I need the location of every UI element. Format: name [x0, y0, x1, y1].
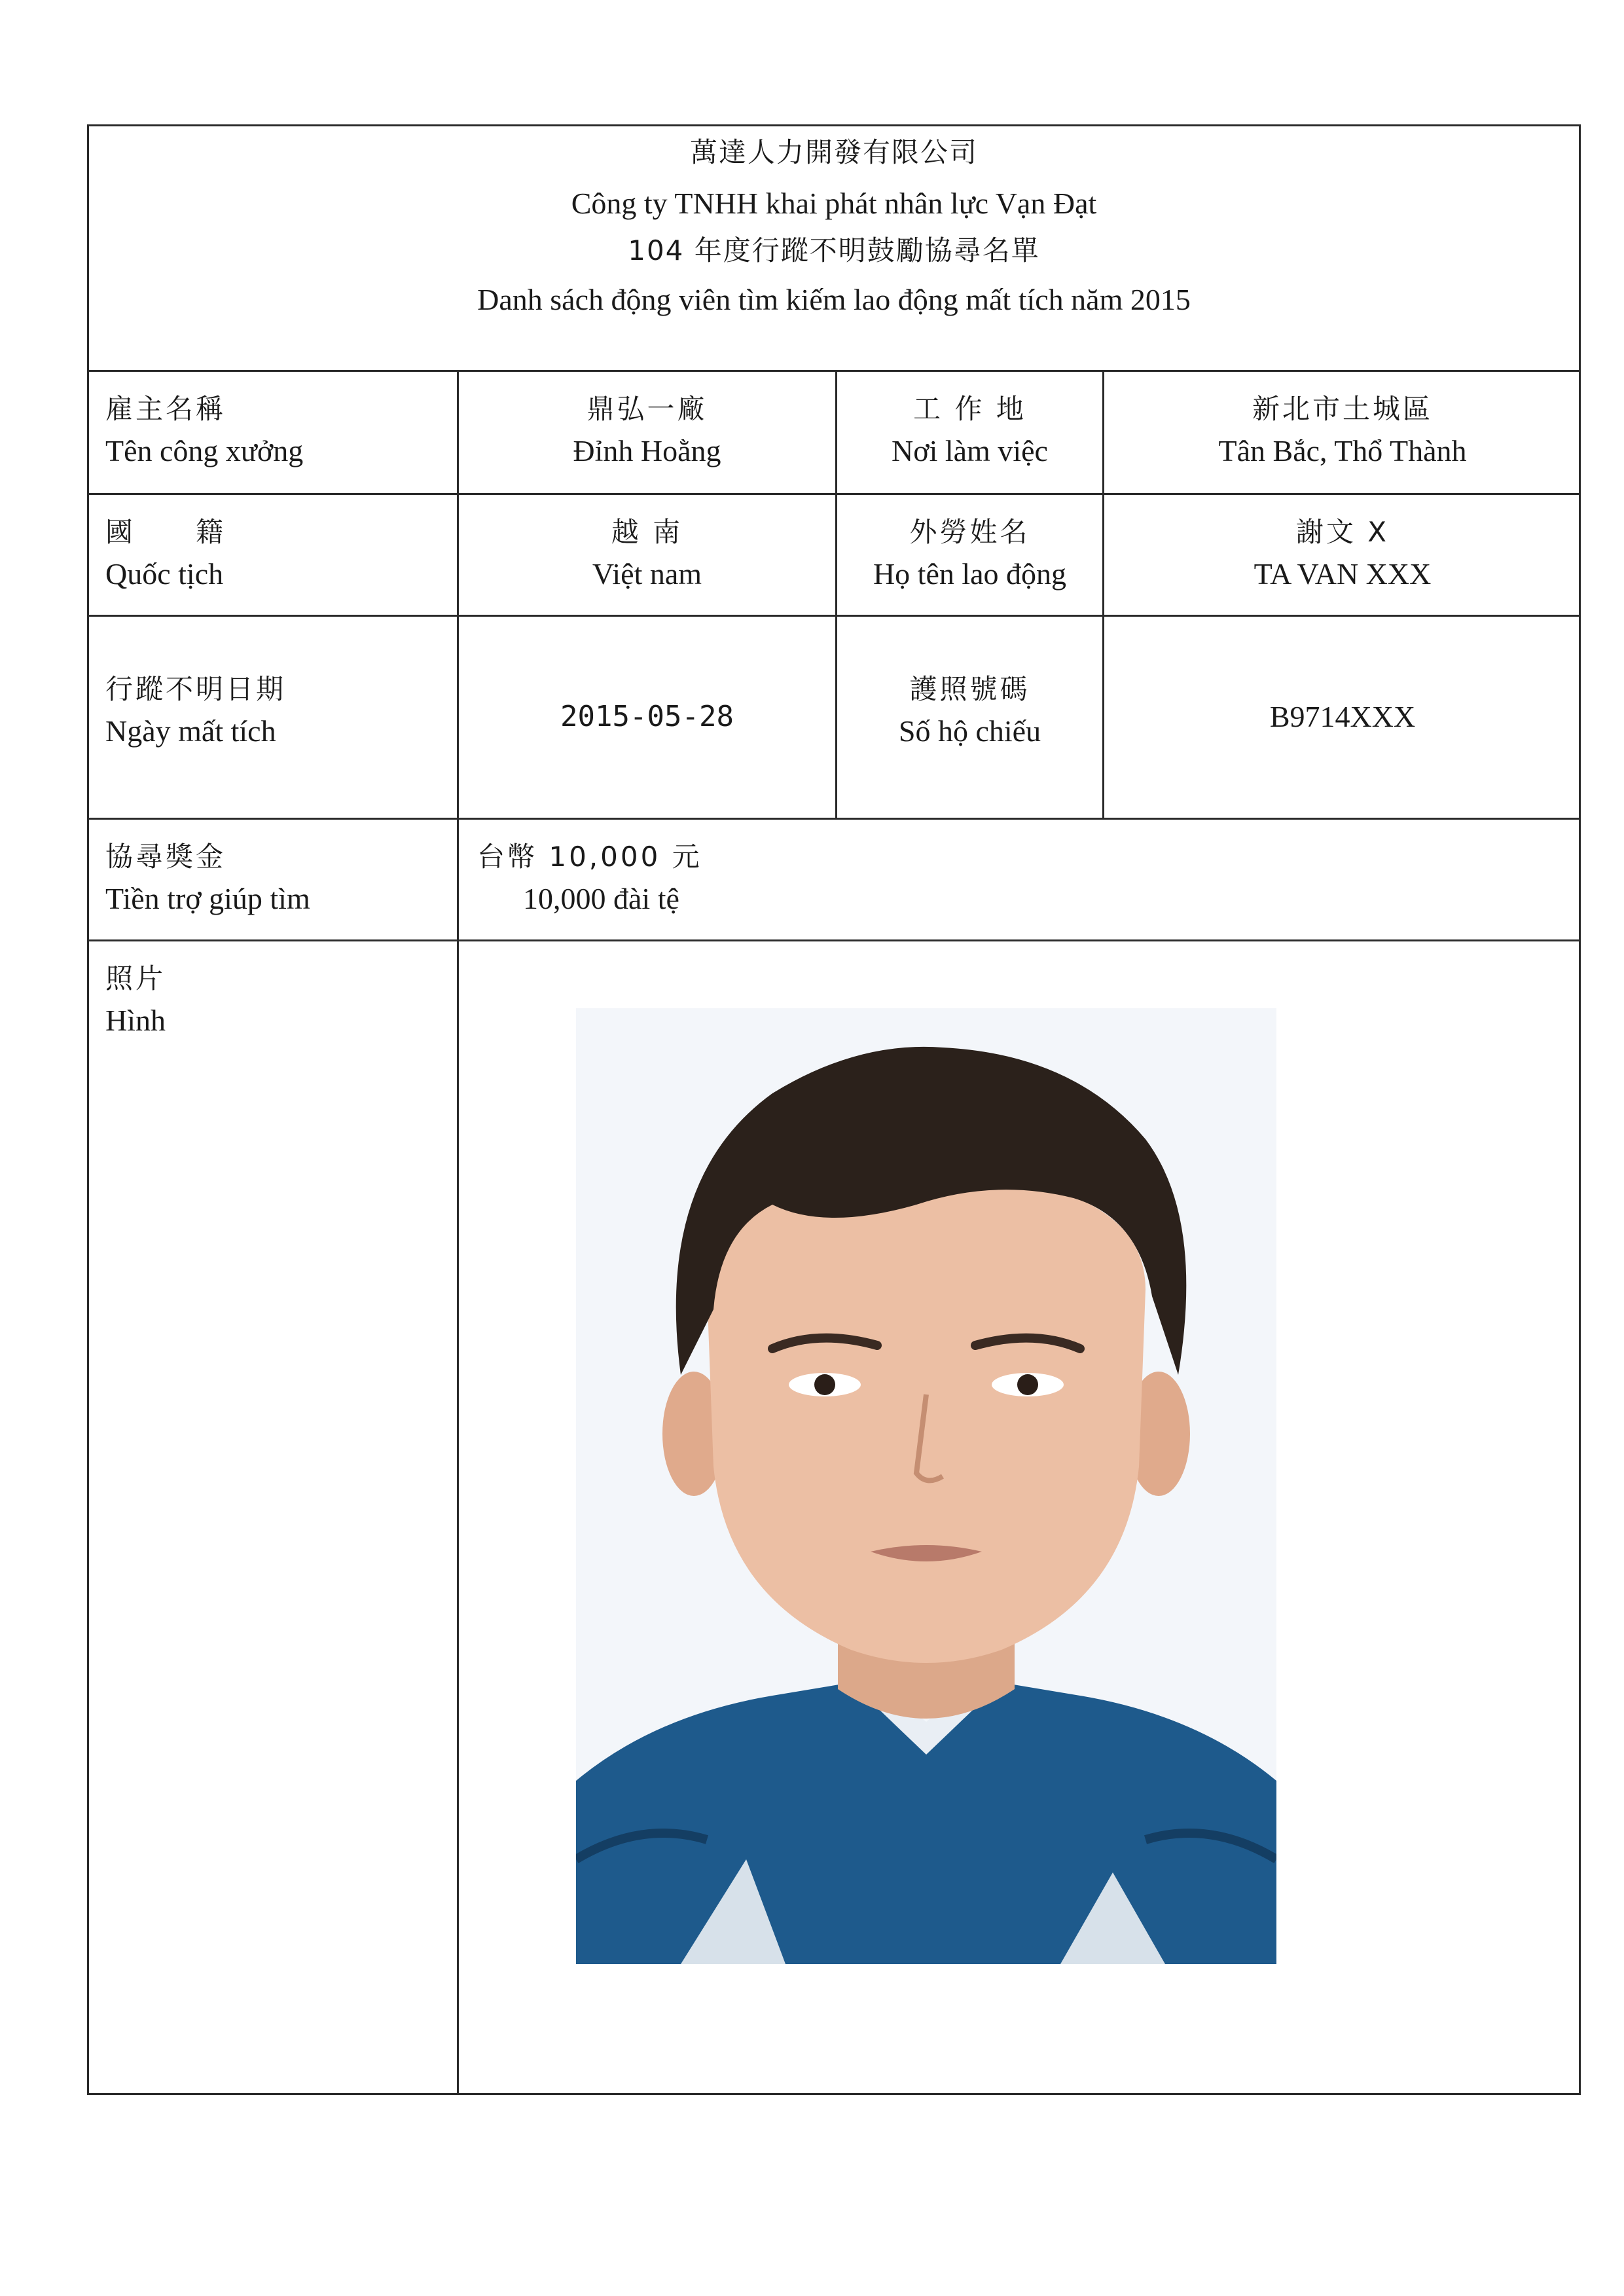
worker-name-label-cell	[835, 495, 1102, 615]
passport-label-zh: 護照號碼	[909, 673, 1030, 705]
workplace-label-vi: Nơi làm việc	[892, 434, 1048, 467]
missing-date-value-cell	[457, 617, 835, 818]
title-vi: Danh sách động viên tìm kiếm lao động mất tích năm 2015	[477, 283, 1191, 316]
employer-label-vi: Tên công xưởng	[105, 434, 304, 467]
reward-label-cell	[89, 820, 457, 939]
missing-date-label-zh: 行蹤不明日期	[105, 673, 287, 705]
worker-name-value-vi: TA VAN XXX	[1254, 557, 1432, 591]
reward-label-vi: Tiền trợ giúp tìm	[105, 882, 310, 915]
title-zh: 104 年度行蹤不明鼓勵協尋名單	[628, 234, 1040, 266]
passport-value-cell	[1102, 617, 1581, 818]
passport-value: B9714XXX	[1269, 700, 1416, 733]
reward-value-zh: 台幣 10,000 元	[477, 841, 702, 873]
row-employer	[89, 372, 1579, 495]
employer-value-vi: Đỉnh Hoằng	[573, 434, 721, 467]
missing-date-value: 2015-05-28	[560, 700, 734, 733]
workplace-value-zh: 新北市土城區	[1252, 393, 1433, 425]
photo-label-vi: Hình	[105, 1004, 166, 1037]
employer-label-zh: 雇主名稱	[105, 393, 226, 425]
worker-name-value-cell	[1102, 495, 1581, 615]
employer-label-cell	[89, 372, 457, 493]
passport-label-cell	[835, 617, 1102, 818]
nationality-value-cell	[457, 495, 835, 615]
company-name-vi: Công ty TNHH khai phát nhân lực Vạn Đạt	[571, 187, 1097, 220]
row-nationality	[89, 495, 1579, 617]
nationality-label-cell	[89, 495, 457, 615]
nationality-label-zh: 國 籍	[105, 516, 226, 548]
workplace-label-cell	[835, 372, 1102, 493]
worker-name-value-zh: 謝文 X	[1295, 516, 1390, 548]
worker-photo	[576, 1008, 1276, 1964]
nationality-value-zh: 越 南	[611, 516, 683, 548]
nationality-value-vi: Việt nam	[592, 557, 702, 591]
photo-label-zh: 照片	[105, 962, 166, 994]
company-name-zh: 萬達人力開發有限公司	[689, 136, 978, 168]
workplace-value-vi: Tân Bắc, Thổ Thành	[1218, 434, 1467, 467]
passport-label-vi: Số hộ chiếu	[898, 714, 1041, 748]
nationality-label-vi: Quốc tịch	[105, 557, 224, 591]
worker-name-label-zh: 外勞姓名	[909, 516, 1030, 548]
row-reward	[89, 820, 1579, 941]
missing-date-label-cell	[89, 617, 457, 818]
worker-name-label-vi: Họ tên lao động	[873, 557, 1067, 591]
reward-value-vi: 10,000 đài tệ	[523, 882, 679, 915]
employer-value-zh: 鼎弘一廠	[586, 393, 708, 425]
form-header	[89, 126, 1579, 372]
row-missing-date	[89, 617, 1579, 820]
photo-label-cell	[89, 941, 457, 2093]
workplace-label-zh: 工 作 地	[913, 393, 1026, 425]
missing-date-label-vi: Ngày mất tích	[105, 714, 276, 748]
employer-value-cell	[457, 372, 835, 493]
workplace-value-cell	[1102, 372, 1581, 493]
reward-value-cell	[457, 820, 1581, 939]
reward-label-zh: 協尋獎金	[105, 841, 226, 873]
